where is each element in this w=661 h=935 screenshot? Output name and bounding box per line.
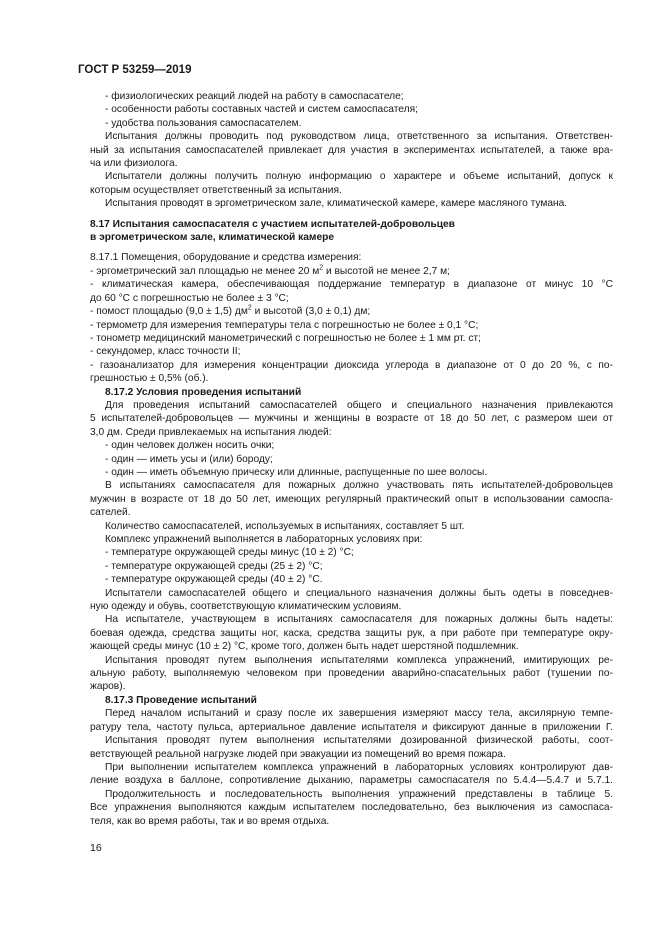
text-line: 3,0 дм. Среди привлекаемых на испытания людей:	[90, 426, 332, 438]
text-line: - термометр для измерения температуры тела с погрешностью не более ± 0,1 °С;	[90, 319, 479, 331]
page-body	[90, 90, 613, 828]
text-line: Количество самоспасателей, используемых в испытаниях, составляет 5 шт.	[105, 520, 465, 532]
section-heading: 8.17.3 Проведение испытаний	[105, 694, 257, 706]
text-line: ратуру тела, частоту пульса, артериальное давление испытателя и фиксируют данные в приложении Г.	[90, 721, 613, 733]
document-header: ГОСТ Р 53259—2019	[78, 64, 192, 76]
text-line: - климатическая камера, обеспечивающая поддержание температур в диапазоне от минус 10 °С	[90, 279, 613, 291]
page-number: 16	[90, 842, 102, 854]
text-line: Испытатели должны получить полную информацию о характере и объеме испытаний, допуск к	[105, 171, 613, 183]
text-line: - один — иметь объемную прическу или длинные, распущенные по шее волосы.	[105, 466, 488, 478]
text-line: В испытаниях самоспасателя для пожарных должно участвовать пять испытателей-добровольцев	[105, 480, 613, 492]
section-heading: в эргометрическом зале, климатической камере	[90, 232, 334, 244]
text-line: - один человек должен носить очки;	[105, 440, 275, 452]
text-line: боевая одежда, средства защиты ног, каска, средства защиты рук, а при работе при температуре окру-	[90, 627, 613, 639]
text-line: Испытания должны проводить под руководством лица, ответственного за испытания. Ответствен-	[105, 131, 613, 143]
text-line: На испытателе, участвующем в испытаниях самоспасателя для пожарных должны быть надеты:	[105, 614, 613, 626]
section-heading: 8.17 Испытания самоспасателя с участием испытателей-добровольцев	[90, 218, 455, 230]
text-line: Продолжительность и последовательность выполнения упражнений представлены в таблице 5.	[105, 788, 613, 800]
text-line: ление воздуха в баллоне, сопротивление дыханию, параметры самоспасателя по 5.4.4—5.4.7 и 5.7.1.	[90, 775, 613, 787]
text-line: Испытания проводят в эргометрическом зале, климатической камере, камере масляного тумана.	[105, 198, 568, 210]
text-line: - температуре окружающей среды минус (10 ± 2) °С;	[105, 547, 354, 559]
text-line: грешностью ± 0,5% (об.).	[90, 373, 209, 385]
text-line: - секундомер, класс точности II;	[90, 346, 241, 358]
text-line: сателей.	[90, 507, 131, 519]
text-line: - температуре окружающей среды (40 ± 2) °С.	[105, 574, 323, 586]
text-line: ный за испытания самоспасателей привлекает для участия в экспериментах испытателей, а также вра-	[90, 144, 613, 156]
text-line: - один — иметь усы и (или) бороду;	[105, 453, 273, 465]
text-line: теля, как во время работы, так и во время отдыха.	[90, 815, 330, 827]
text-line: Перед началом испытаний и сразу после их завершения измеряют массу тела, аксилярную темпе-	[105, 708, 613, 720]
text-line: жающей среды минус (10 ± 2) °С, кроме того, должен быть надет шерстяной подшлемник.	[90, 641, 519, 653]
text-line: мужчин в возрасте от 18 до 50 лет, имеющих регулярный практический опыт в использовании самоспа-	[90, 493, 613, 505]
text-line: альную работу, выполняемую человеком при проведении аварийно-спасательных работ (тушении по-	[90, 668, 613, 680]
text-line: ча или физиолога.	[90, 158, 178, 170]
text-line: - удобства пользования самоспасателем.	[105, 117, 302, 129]
text-line: до 60 °С с погрешностью не более ± 3 °С;	[90, 292, 289, 304]
text-line: - физиологических реакций людей на работу в самоспасателе;	[105, 91, 404, 102]
text-line: - помост площадью (9,0 ± 1,5) $дм^2$ и высотой (3,0 ± 0,1) дм;	[90, 304, 371, 318]
section-heading: 8.17.2 Условия проведения испытаний	[105, 386, 302, 398]
text-line: которым осуществляет ответственный за испытания.	[90, 184, 342, 196]
text-line: Для проведения испытаний самоспасателей общего и специального назначения привлекаются	[105, 399, 613, 411]
text-line: Комплекс упражнений выполняется в лабораторных условиях при:	[105, 534, 423, 545]
text-line: - особенности работы составных частей и систем самоспасателя;	[105, 104, 418, 116]
text-line: ную одежду и обувь, соответствующую климатическим условиям.	[90, 601, 402, 613]
text-line: жаров).	[90, 681, 126, 693]
text-line: Испытания проводят путем выполнения испытателями комплекса упражнений, имитирующих ре-	[105, 654, 613, 666]
text-line: ветствующей реальной нагрузке людей при эвакуации из помещений во время пожара.	[90, 748, 506, 760]
text-line: - температуре окружающей среды (25 ± 2) °С;	[105, 560, 323, 572]
text-line: - газоанализатор для измерения концентрации диоксида углерода в диапазоне от 0 до 20 %, с по-	[90, 359, 613, 371]
text-line: Испытания проводят путем выполнения испытателями дозированной физической работы, соот-	[105, 735, 613, 747]
text-line: 5 испытателей-добровольцев — мужчины и женщины в возрасте от 18 до 50 лет, с размером шеи от	[90, 413, 613, 425]
text-line: - тонометр медицинский манометрический с погрешностью не более ± 1 мм рт. ст;	[90, 332, 481, 344]
text-line: - эргометрический зал площадью не менее 20 $м^2$ и высотой не менее 2,7 м;	[90, 264, 451, 277]
text-line: Все упражнения выполняются каждым испытателем последовательно, без выключения из самоспаса-	[90, 802, 613, 814]
text-line: 8.17.1 Помещения, оборудование и средства измерения:	[90, 252, 362, 264]
text-line: Испытатели самоспасателей общего и специального назначения должны быть одеты в повседнев-	[105, 587, 613, 599]
text-line: При выполнении испытателем комплекса упражнений в лабораторных условиях контролируют дав-	[105, 761, 613, 773]
